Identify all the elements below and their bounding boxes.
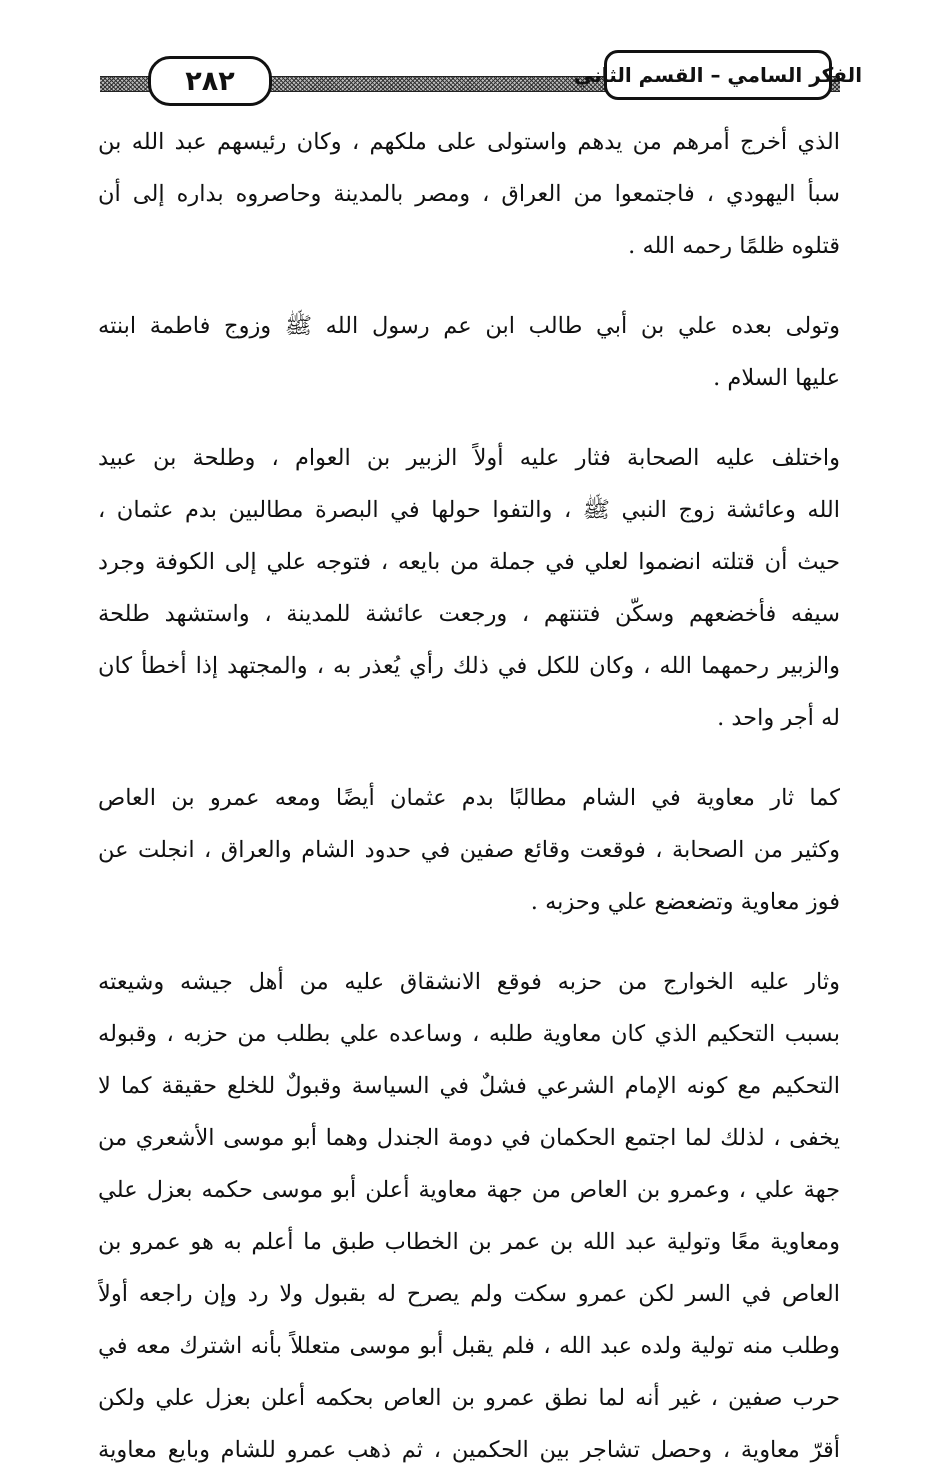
text-line: حرب صفين ، غير أنه لما نطق عمرو بن العاص بحكمه أعلن بعزل علي ولكن [98, 1385, 840, 1411]
text-line: عليها السلام . [713, 365, 840, 391]
text-line: قتلوه ظلمًا رحمه الله . [628, 233, 840, 259]
text-line: سبأ اليهودي ، فاجتمعوا من العراق ، ومصر بالمدينة وحاصروه بداره إلى أن [98, 181, 840, 207]
text-line: الذي أخرج أمرهم من يدهم واستولى على ملكهم ، وكان رئيسهم عبد الله بن [98, 129, 840, 155]
paragraph-3 [98, 432, 840, 744]
body-text [98, 116, 840, 1476]
text-line: كما ثار معاوية في الشام مطالبًا بدم عثمان أيضًا ومعه عمرو بن العاص [98, 785, 840, 811]
text-line: واختلف عليه الصحابة فثار عليه أولاً الزبير بن العوام ، وطلحة بن عبيد [98, 445, 840, 471]
text-line: له أجر واحد . [717, 705, 840, 731]
page-header [92, 42, 863, 102]
page-number: ٢٨٢ [148, 56, 272, 106]
text-line: التحكيم مع كونه الإمام الشرعي فشلٌ في السياسة وقبولٌ للخلع حقيقة كما لا [98, 1073, 840, 1099]
paragraph-2 [98, 300, 840, 404]
text-line: يخفى ، لذلك لما اجتمع الحكمان في دومة الجندل وهما أبو موسى الأشعري من [98, 1125, 840, 1151]
text-line: بسبب التحكيم الذي كان معاوية طلبه ، وساعده علي بطلب من حزبه ، وقبوله [98, 1021, 840, 1047]
running-title: الفكر السامي – القسم الثاني [604, 50, 832, 100]
text-line: والزبير رحمهما الله ، وكان للكل في ذلك رأي يُعذر به ، والمجتهد إذا أخطأ كان [98, 653, 840, 679]
text-line: أقرّ معاوية ، وحصل تشاجر بين الحكمين ، ثم ذهب عمرو للشام وبايع معاوية [98, 1437, 840, 1463]
paragraph-1 [98, 116, 840, 272]
text-line: جهة علي ، وعمرو بن العاص من جهة معاوية أعلن أبو موسى حكمه بعزل علي [98, 1177, 840, 1203]
text-line: حيث أن قتلته انضموا لعلي في جملة من بايعه ، فتوجه علي إلى الكوفة وجرد [98, 549, 840, 575]
text-line: الله وعائشة زوج النبي ﷺ ، والتفوا حولها في البصرة مطالبين بدم عثمان ، [98, 497, 840, 523]
text-line: فوز معاوية وتضعضع علي وحزبه . [530, 889, 840, 915]
text-line: ومعاوية معًا وتولية عبد الله بن عمر بن الخطاب طبق ما أعلم به هو عمرو بن [98, 1229, 840, 1255]
text-line: وثار عليه الخوارج من حزبه فوقع الانشقاق عليه من أهل جيشه وشيعته [98, 969, 840, 995]
paragraph-4 [98, 772, 840, 928]
paragraph-5 [98, 956, 840, 1476]
text-line: وكثير من الصحابة ، فوقعت وقائع صفين في حدود الشام والعراق ، انجلت عن [98, 837, 840, 863]
text-line: سيفه فأخضعهم وسكّن فتنتهم ، ورجعت عائشة للمدينة ، واستشهد طلحة [98, 601, 840, 627]
text-line: العاص في السر لكن عمرو سكت ولم يصرح له بقبول ولا رد وإن راجعه أولاً [98, 1281, 840, 1307]
text-line: وطلب منه تولية ولده عبد الله ، فلم يقبل أبو موسى متعللاً بأنه اشترك معه في [98, 1333, 840, 1359]
text-line: وتولى بعده علي بن أبي طالب ابن عم رسول الله ﷺ وزوج فاطمة ابنته [98, 313, 840, 339]
